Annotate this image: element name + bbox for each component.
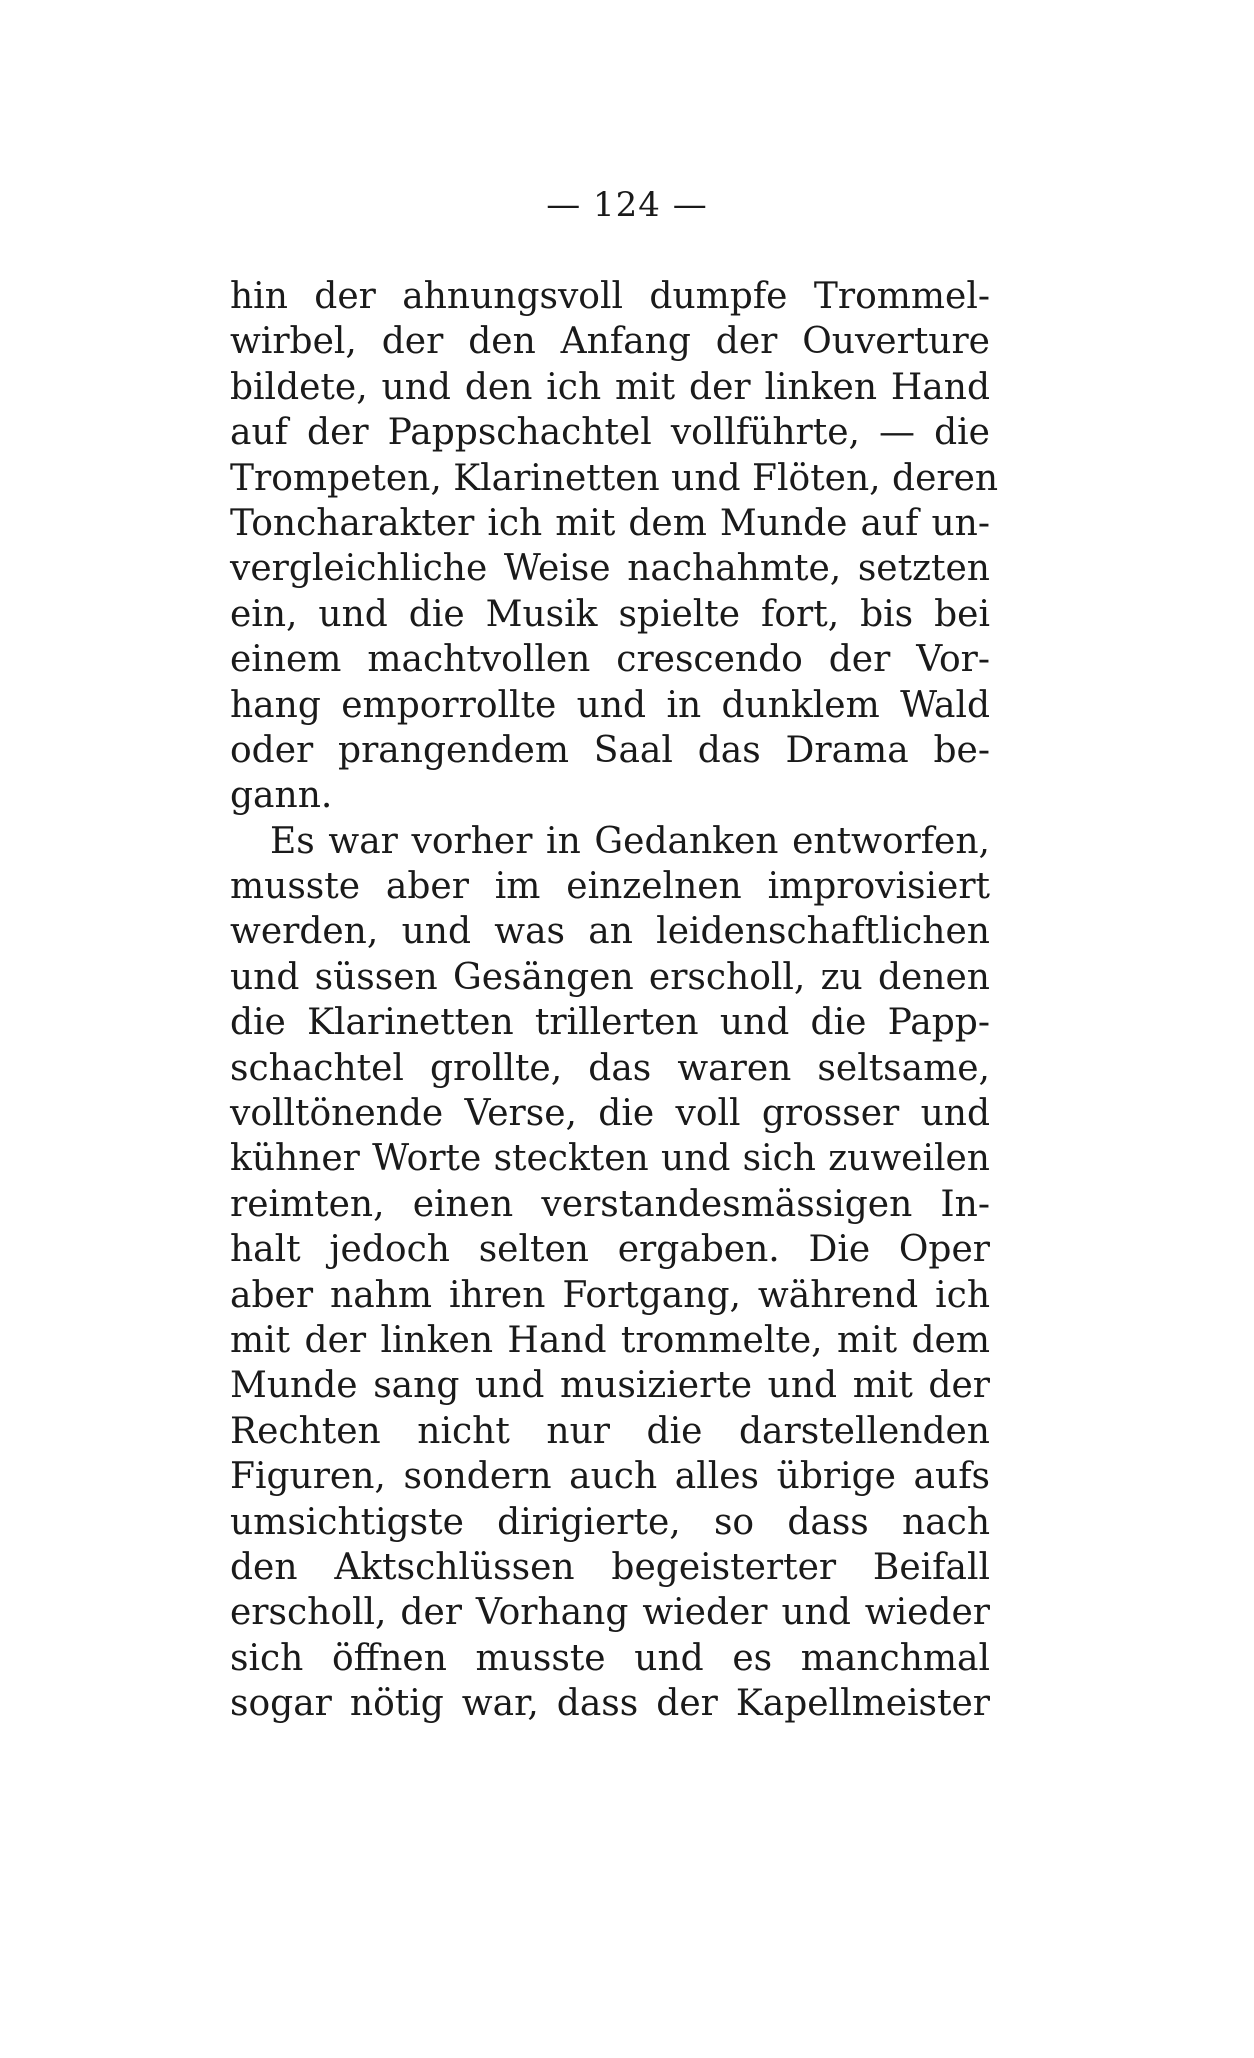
paragraph-2 <box>230 819 990 1727</box>
text-line: sogar nötig war, dass der Kapellmeister <box>230 1683 990 1725</box>
text-line: halt jedoch selten ergaben. Die Oper <box>230 1229 990 1271</box>
text-line: ein, und die Musik spielte fort, bis bei <box>230 593 990 635</box>
page-number: — 124 — <box>546 185 708 225</box>
text-line: volltönende Verse, die voll grosser und <box>230 1093 990 1135</box>
text-line: erscholl, der Vorhang wieder und wieder <box>230 1592 990 1634</box>
text-line: hang emporrollte und in dunklem Wald <box>230 684 990 726</box>
text-line: auf der Pappschachtel vollführte, — die <box>230 412 990 454</box>
text-line: bildete, und den ich mit der linken Hand <box>230 366 990 408</box>
text-line: hin der ahnungsvoll dumpfe Trommel- <box>230 276 990 317</box>
text-line: Rechten nicht nur die darstellenden <box>230 1410 990 1452</box>
text-line: die Klarinetten trillerten und die Papp- <box>230 1002 990 1044</box>
text-line: musste aber im einzelnen improvisiert <box>230 866 990 908</box>
text-line: den Aktschlüssen begeisterter Beifall <box>230 1546 990 1588</box>
text-line: und süssen Gesängen erscholl, zu denen <box>230 956 990 998</box>
text-line: einem machtvollen crescendo der Vor- <box>230 639 990 681</box>
text-line: sich öffnen musste und es manchmal <box>230 1637 990 1679</box>
text-line: kühner Worte steckten und sich zuweilen <box>230 1138 990 1180</box>
text-line: Figuren, sondern auch alles übrige aufs <box>230 1456 990 1498</box>
text-line: werden, und was an leidenschaftlichen <box>230 911 990 953</box>
text-line: schachtel grollte, das waren seltsame, <box>230 1047 990 1089</box>
text-line: Trompeten, Klarinetten und Flöten, deren <box>230 457 999 499</box>
text-line: gann. <box>230 775 333 817</box>
text-line: wirbel, der den Anfang der Ouverture <box>230 321 990 363</box>
text-line: Munde sang und musizierte und mit der <box>230 1365 990 1407</box>
text-line: aber nahm ihren Fortgang, während ich <box>230 1274 990 1316</box>
text-line: mit der linken Hand trommelte, mit dem <box>230 1319 990 1361</box>
body-text <box>230 274 999 1727</box>
text-line: Toncharakter ich mit dem Munde auf un- <box>230 502 990 544</box>
text-line: umsichtigste dirigierte, so dass nach <box>230 1501 990 1543</box>
text-line: reimten, einen verstandesmässigen In- <box>230 1183 990 1225</box>
text-line: oder prangendem Saal das Drama be- <box>230 729 990 771</box>
text-line: vergleichliche Weise nachahmte, setzten <box>230 548 990 590</box>
text-line: Es war vorher in Gedanken entworfen, <box>270 820 990 862</box>
paragraph-1 <box>230 274 999 819</box>
